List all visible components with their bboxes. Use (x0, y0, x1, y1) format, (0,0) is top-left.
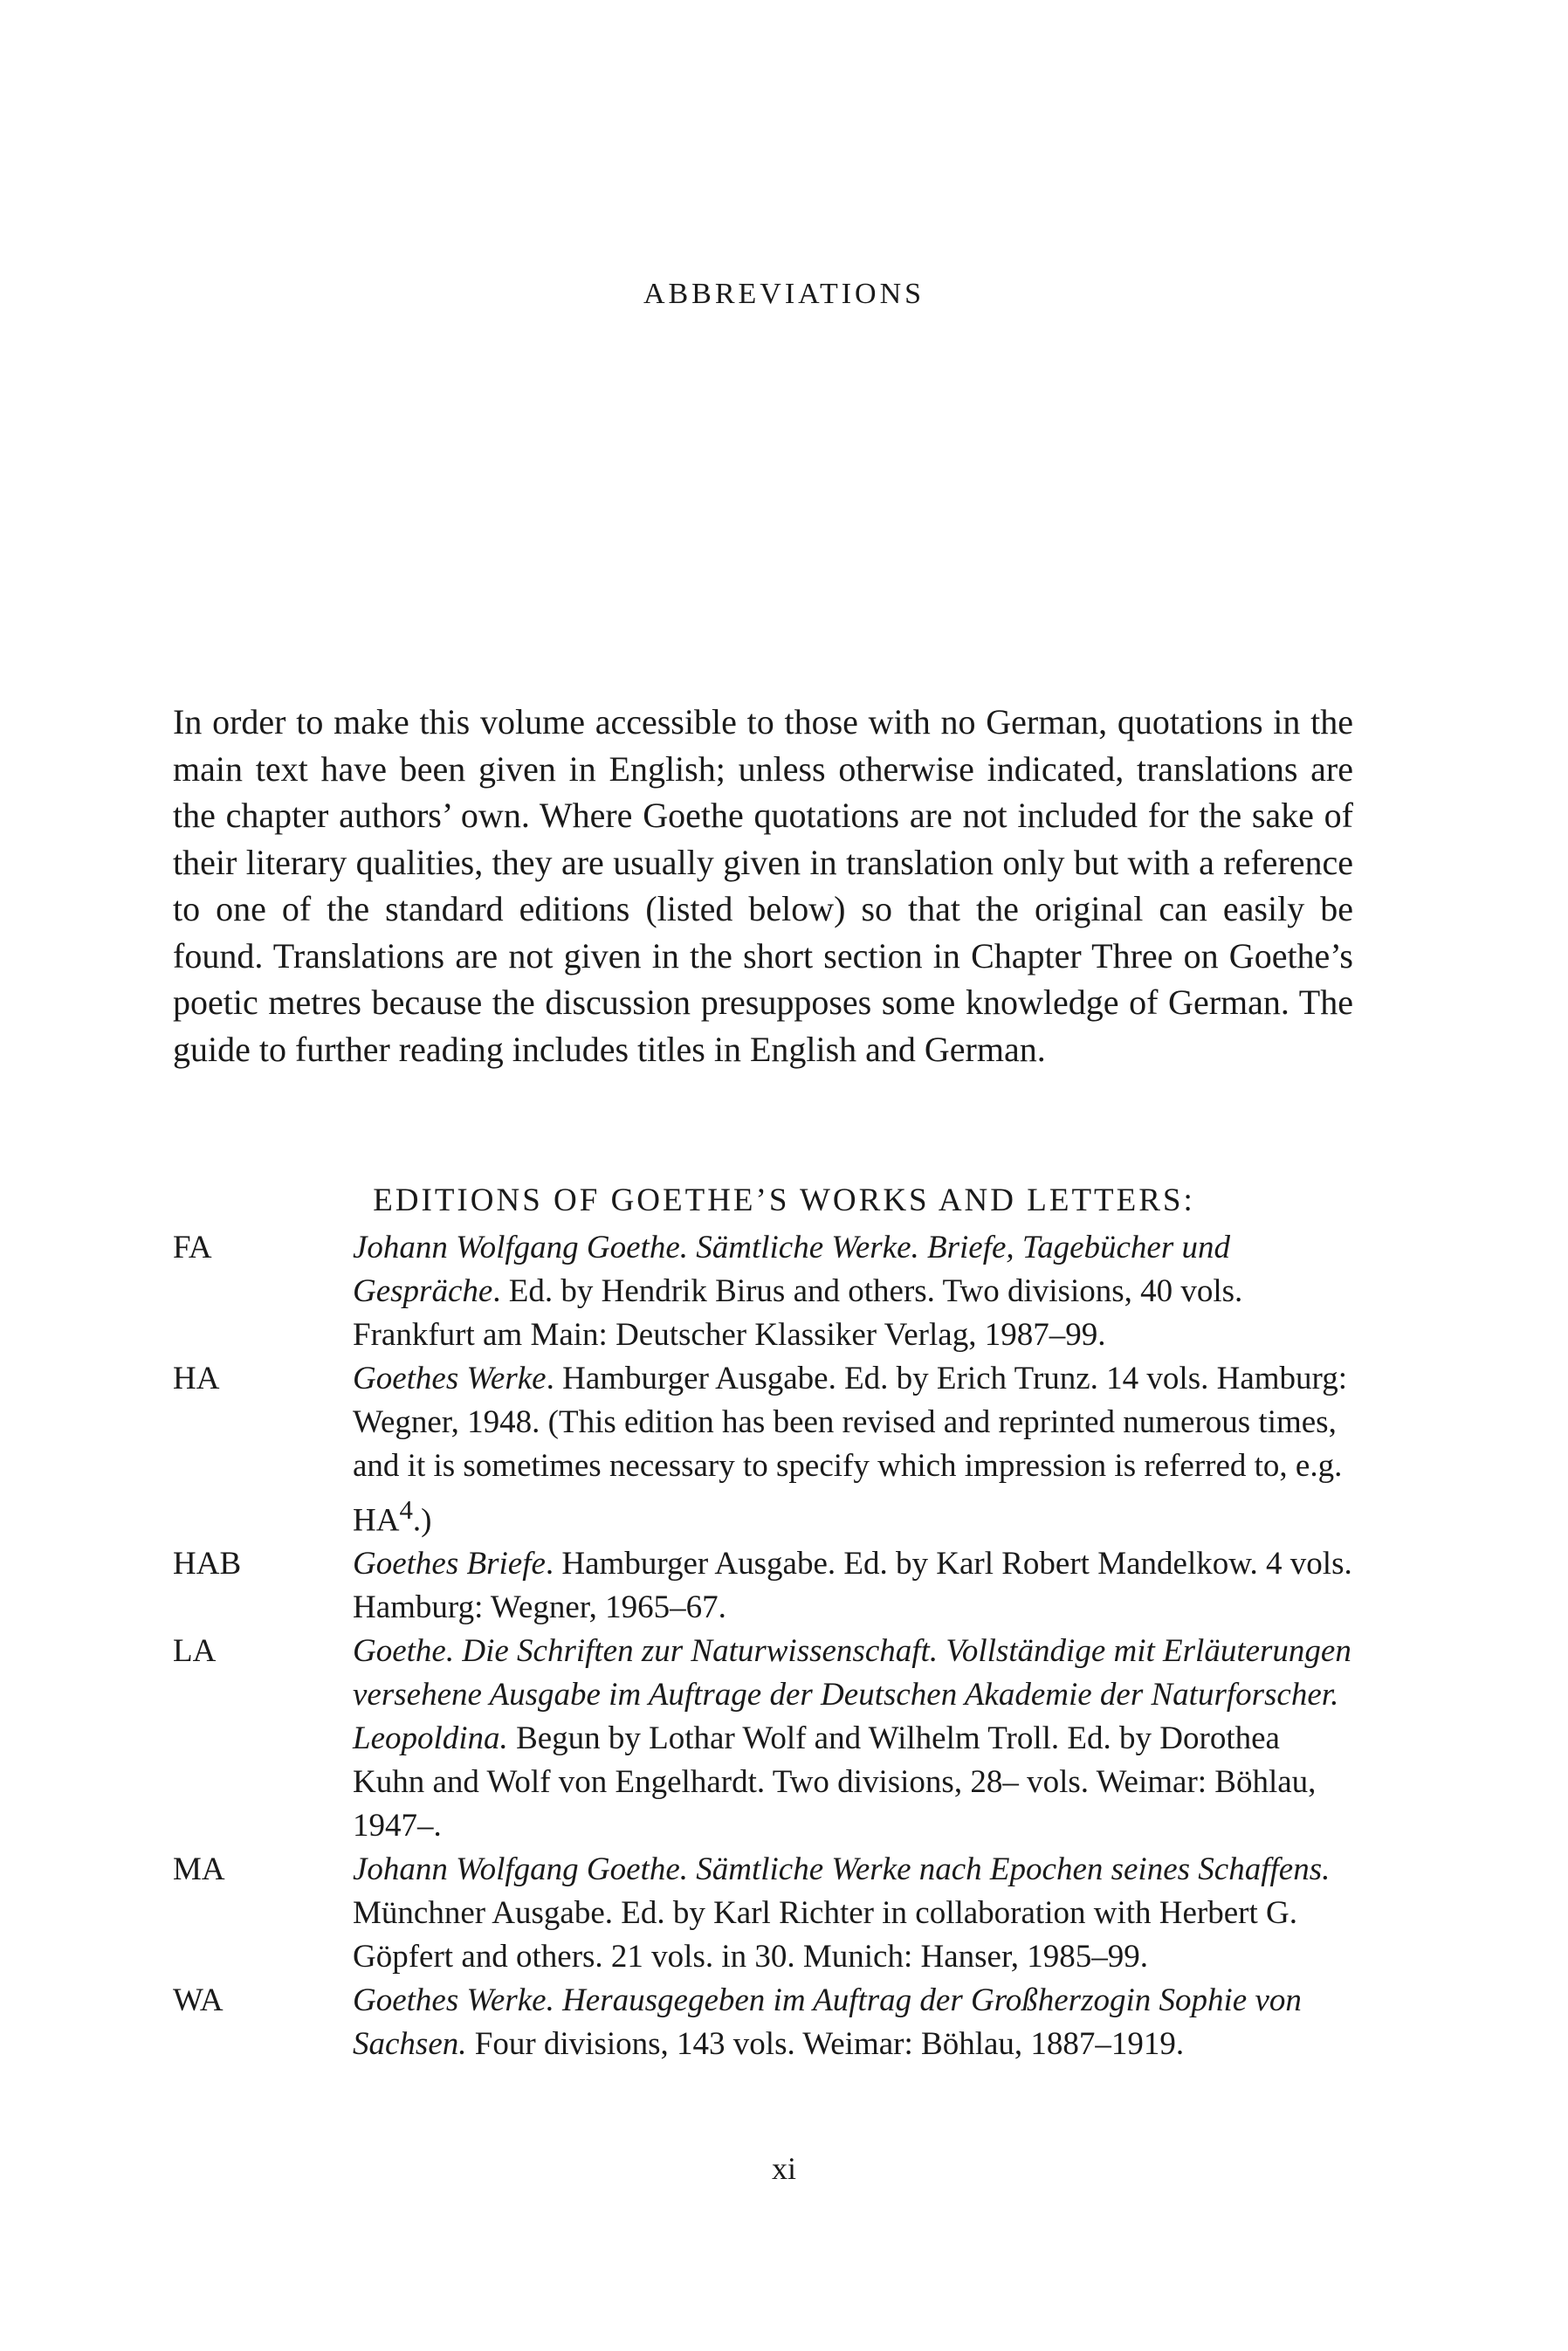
edition-details: Münchner Ausgabe. Ed. by Karl Richter in collaboration with Herbert G. Göpfert and others. 21 vols. in 30. Munich: Hanser, 1985–99. (353, 1895, 1297, 1975)
intro-paragraph: In order to make this volume accessible to those with no German, quotations in the main text have been given in English; unless otherwise indicated, translations are the chapter authors’ own. Where Goethe quotations are not included for the sake of their literary qualities, they are usually given in translation only but with a reference to one of the standard editions (listed below) so that the original can easily be found. Translations are not given in the short section in Chapter Three on Goethe’s poetic metres because the discussion presupposes some knowledge of German. The guide to further reading includes titles in English and German. (173, 702, 1353, 1069)
edition-abbreviation: MA (173, 1851, 225, 1888)
edition-entry-wa (173, 1979, 1360, 2066)
page-title: ABBREVIATIONS (643, 278, 925, 310)
edition-title: Goethes Werke. Herausgegeben im Auftrag der Großherzogin Sophie von Sachsen. (353, 1982, 1302, 2063)
edition-title: Johann Wolfgang Goethe. Sämtliche Werke. Briefe, Tagebücher und Gespräche (353, 1230, 1230, 1309)
edition-details-tail: .) (412, 1502, 432, 1539)
editions-list (173, 1226, 1360, 2066)
section-heading: EDITIONS OF GOETHE’S WORKS AND LETTERS: (373, 1182, 1195, 1218)
edition-description (353, 1357, 1357, 1542)
edition-abbreviation: FA (173, 1230, 212, 1265)
edition-details: . Hamburger Ausgabe. Ed. by Karl Robert Mandelkow. 4 vols. Hamburg: Wegner, 1965–67. (353, 1546, 1352, 1626)
edition-abbreviation: HA (173, 1361, 220, 1396)
page-number: xi (771, 2151, 796, 2186)
edition-entry-hab (173, 1542, 1360, 1630)
edition-title: Goethe. Die Schriften zur Naturwissenschaft. Vollständige mit Erläuterungen versehene Ausgabe im Auftrage der Deutschen Akademie der Naturforscher. Leopoldina. (353, 1633, 1351, 1757)
edition-description (353, 1979, 1357, 2066)
edition-description (353, 1630, 1357, 1848)
edition-entry-la (173, 1630, 1360, 1848)
edition-title: Goethes Werke (353, 1361, 547, 1396)
edition-details: Four divisions, 143 vols. Weimar: Böhlau, 1887–1919. (466, 2026, 1185, 2063)
edition-details: . Ed. by Hendrik Birus and others. Two divisions, 40 vols. Frankfurt am Main: Deutscher Klassiker Verlag, 1987–99. (353, 1273, 1243, 1353)
edition-description (353, 1226, 1357, 1357)
edition-superscript: 4 (399, 1495, 413, 1525)
edition-abbreviation: HAB (173, 1546, 242, 1582)
edition-title: Goethes Briefe (353, 1546, 546, 1582)
edition-abbreviation: LA (173, 1633, 217, 1670)
edition-details: . Hamburger Ausgabe. Ed. by Erich Trunz. 14 vols. Hamburg: Wegner, 1948. (This edition has been revised and reprinted numerous times, and it is sometimes necessary to specify which impression is referred to, e.g. HA (353, 1361, 1347, 1539)
edition-abbreviation: WA (173, 1982, 224, 2019)
edition-entry-fa (173, 1226, 1360, 1357)
edition-entry-ma (173, 1848, 1360, 1979)
edition-title: Johann Wolfgang Goethe. Sämtliche Werke nach Epochen seines Schaffens. (353, 1851, 1331, 1888)
edition-details: Begun by Lothar Wolf and Wilhelm Troll. Ed. by Dorothea Kuhn and Wolf von Engelhardt. Two divisions, 28– vols. Weimar: Böhlau, 1947–. (353, 1720, 1317, 1844)
edition-entry-ha (173, 1357, 1360, 1542)
edition-description (353, 1848, 1357, 1979)
edition-description (353, 1542, 1357, 1630)
